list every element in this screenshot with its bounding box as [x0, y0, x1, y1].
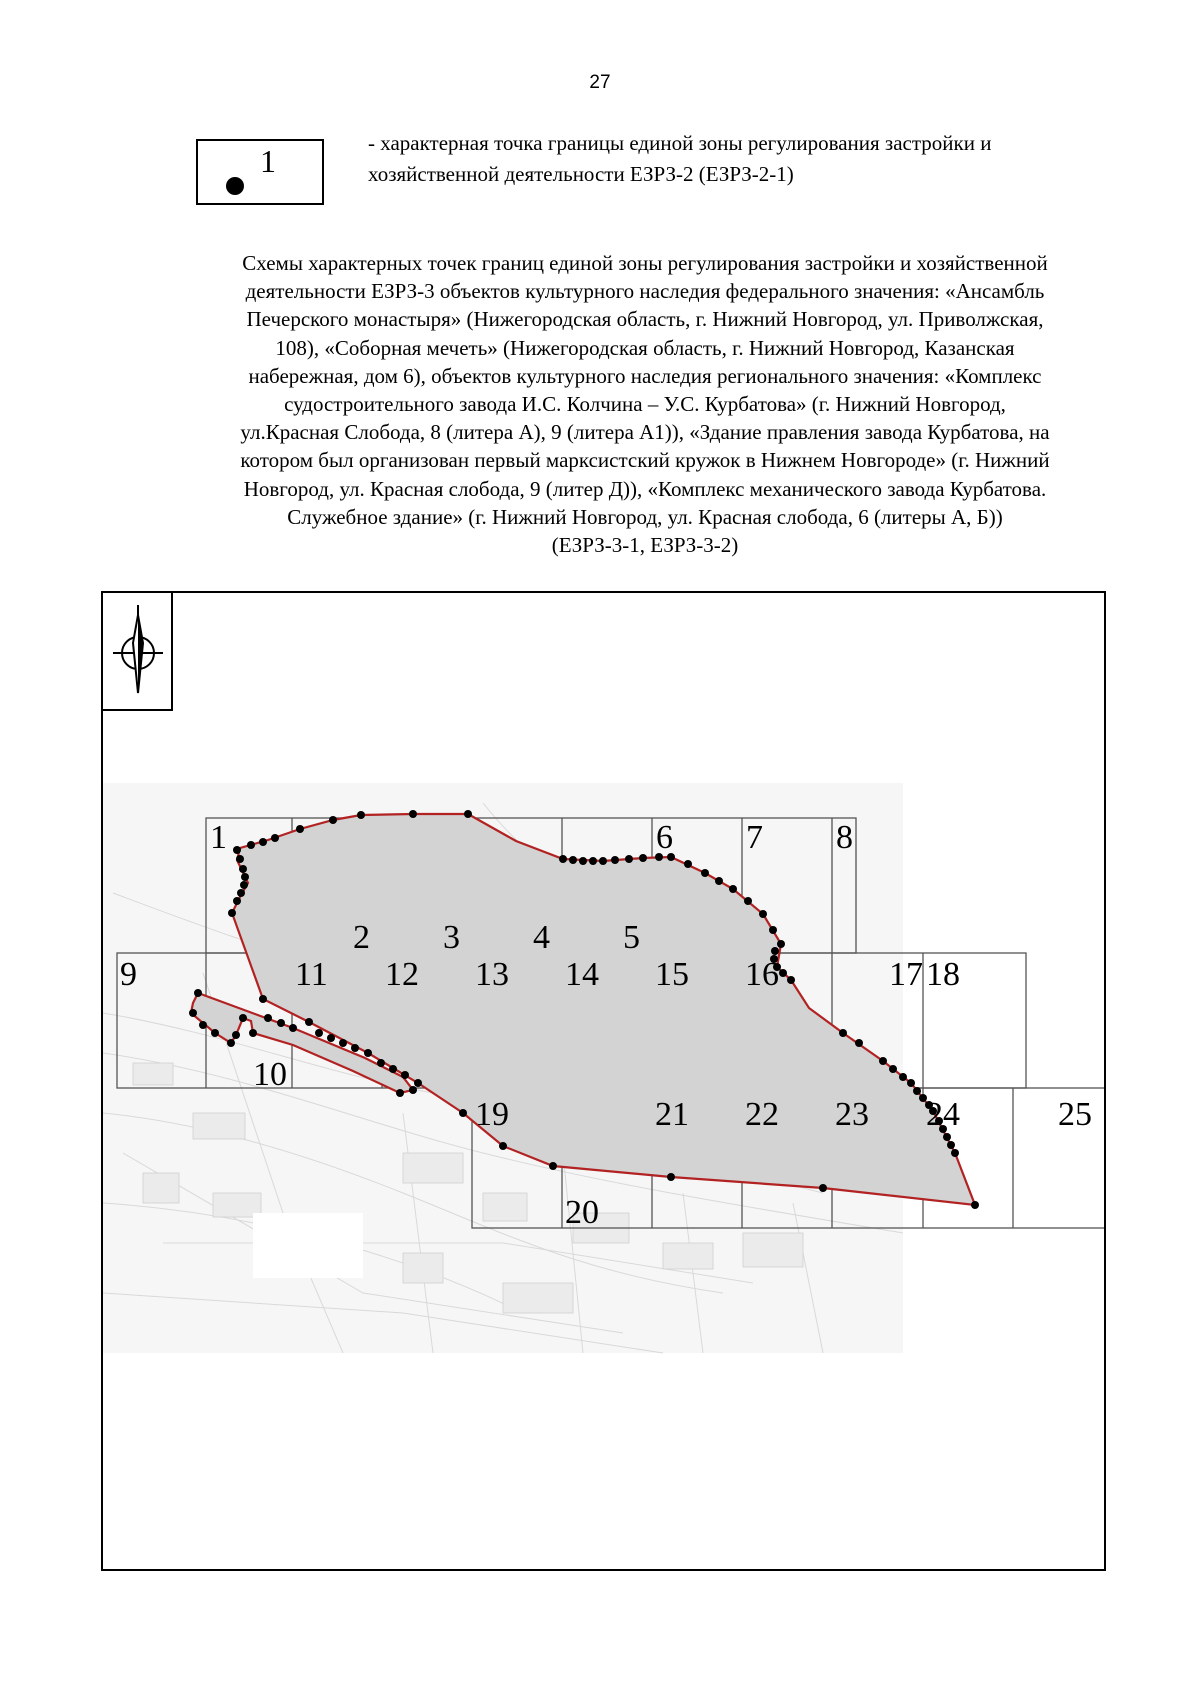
legend-point-icon	[226, 177, 244, 195]
caption-line: Схемы характерных точек границ единой зоны регулирования застройки и хозяйственной	[242, 251, 1048, 275]
page-number: 27	[589, 72, 611, 93]
sheet-label-20: 20	[565, 1194, 599, 1231]
sheet-label-9: 9	[120, 956, 137, 993]
scheme-caption	[165, 249, 1125, 559]
caption-line: набережная, дом 6), объектов культурного наследия регионального значения: «Комплекс	[248, 363, 1042, 388]
sheet-label-17: 17	[889, 956, 923, 993]
legend-symbol-number: 1	[260, 143, 276, 179]
sheet-label-12: 12	[385, 956, 419, 993]
caption-line: Печерского монастыря» (Нижегородская область, г. Нижний Новгород, ул. Приволжская,	[246, 307, 1044, 332]
sheet-label-18: 18	[926, 956, 960, 993]
legend-description	[368, 128, 1128, 190]
caption-line: котором был организован первый марксистский кружок в Нижнем Новгороде» (г. Нижний	[240, 448, 1050, 473]
caption-line: 108), «Соборная мечеть» (Нижегородская область, г. Нижний Новгород, Казанская	[275, 335, 1015, 360]
map-frame	[101, 591, 1106, 1571]
sheet-label-13: 13	[475, 956, 509, 993]
sheet-label-19: 19	[475, 1096, 509, 1133]
caption-line: (ЕЗРЗ-3-1, ЕЗРЗ-3-2)	[551, 533, 739, 558]
north-arrow-box	[103, 593, 173, 711]
legend-symbol-box	[196, 139, 324, 205]
sheet-label-7: 7	[746, 819, 763, 856]
north-arrow-icon	[103, 593, 173, 711]
caption-line: Служебное здание» (г. Нижний Новгород, ул. Красная слобода, 6 (литеры А, Б))	[287, 504, 1003, 529]
sheet-label-14: 14	[565, 956, 599, 993]
sheet-label-8: 8	[836, 819, 853, 856]
caption-line: судостроительного завода И.С. Колчина – У.С. Курбатова» (г. Нижний Новгород,	[284, 392, 1006, 417]
legend-line-1: - характерная точка границы единой зоны регулирования застройки и	[368, 131, 992, 155]
sheet-label-21: 21	[655, 1096, 689, 1133]
sheet-label-3: 3	[443, 919, 460, 956]
sheet-label-4: 4	[533, 919, 550, 956]
sheet-label-23: 23	[835, 1096, 869, 1133]
sheet-label-6: 6	[656, 819, 673, 856]
caption-line: Новгород, ул. Красная слобода, 9 (литер Д)), «Комплекс механического завода Курбатова.	[243, 476, 1047, 501]
sheet-label-5: 5	[623, 919, 640, 956]
sheet-label-1: 1	[210, 819, 227, 856]
sheet-label-2: 2	[353, 919, 370, 956]
legend-line-2: хозяйственной деятельности ЕЗРЗ-2 (ЕЗРЗ-2-1)	[368, 162, 794, 186]
sheet-label-16: 16	[745, 956, 779, 993]
sheet-label-10: 10	[253, 1056, 287, 1093]
caption-line: деятельности ЕЗРЗ-3 объектов культурного наследия федерального значения: «Ансамбль	[245, 279, 1045, 304]
sheet-label-15: 15	[655, 956, 689, 993]
caption-line: ул.Красная Слобода, 8 (литера А), 9 (литера А1)), «Здание правления завода Курбатова, на	[240, 420, 1050, 445]
map-canvas	[103, 593, 1106, 1571]
sheet-label-24: 24	[926, 1096, 960, 1133]
sheet-label-25: 25	[1058, 1096, 1092, 1133]
sheet-label-22: 22	[745, 1096, 779, 1133]
sheet-label-11: 11	[295, 956, 328, 993]
